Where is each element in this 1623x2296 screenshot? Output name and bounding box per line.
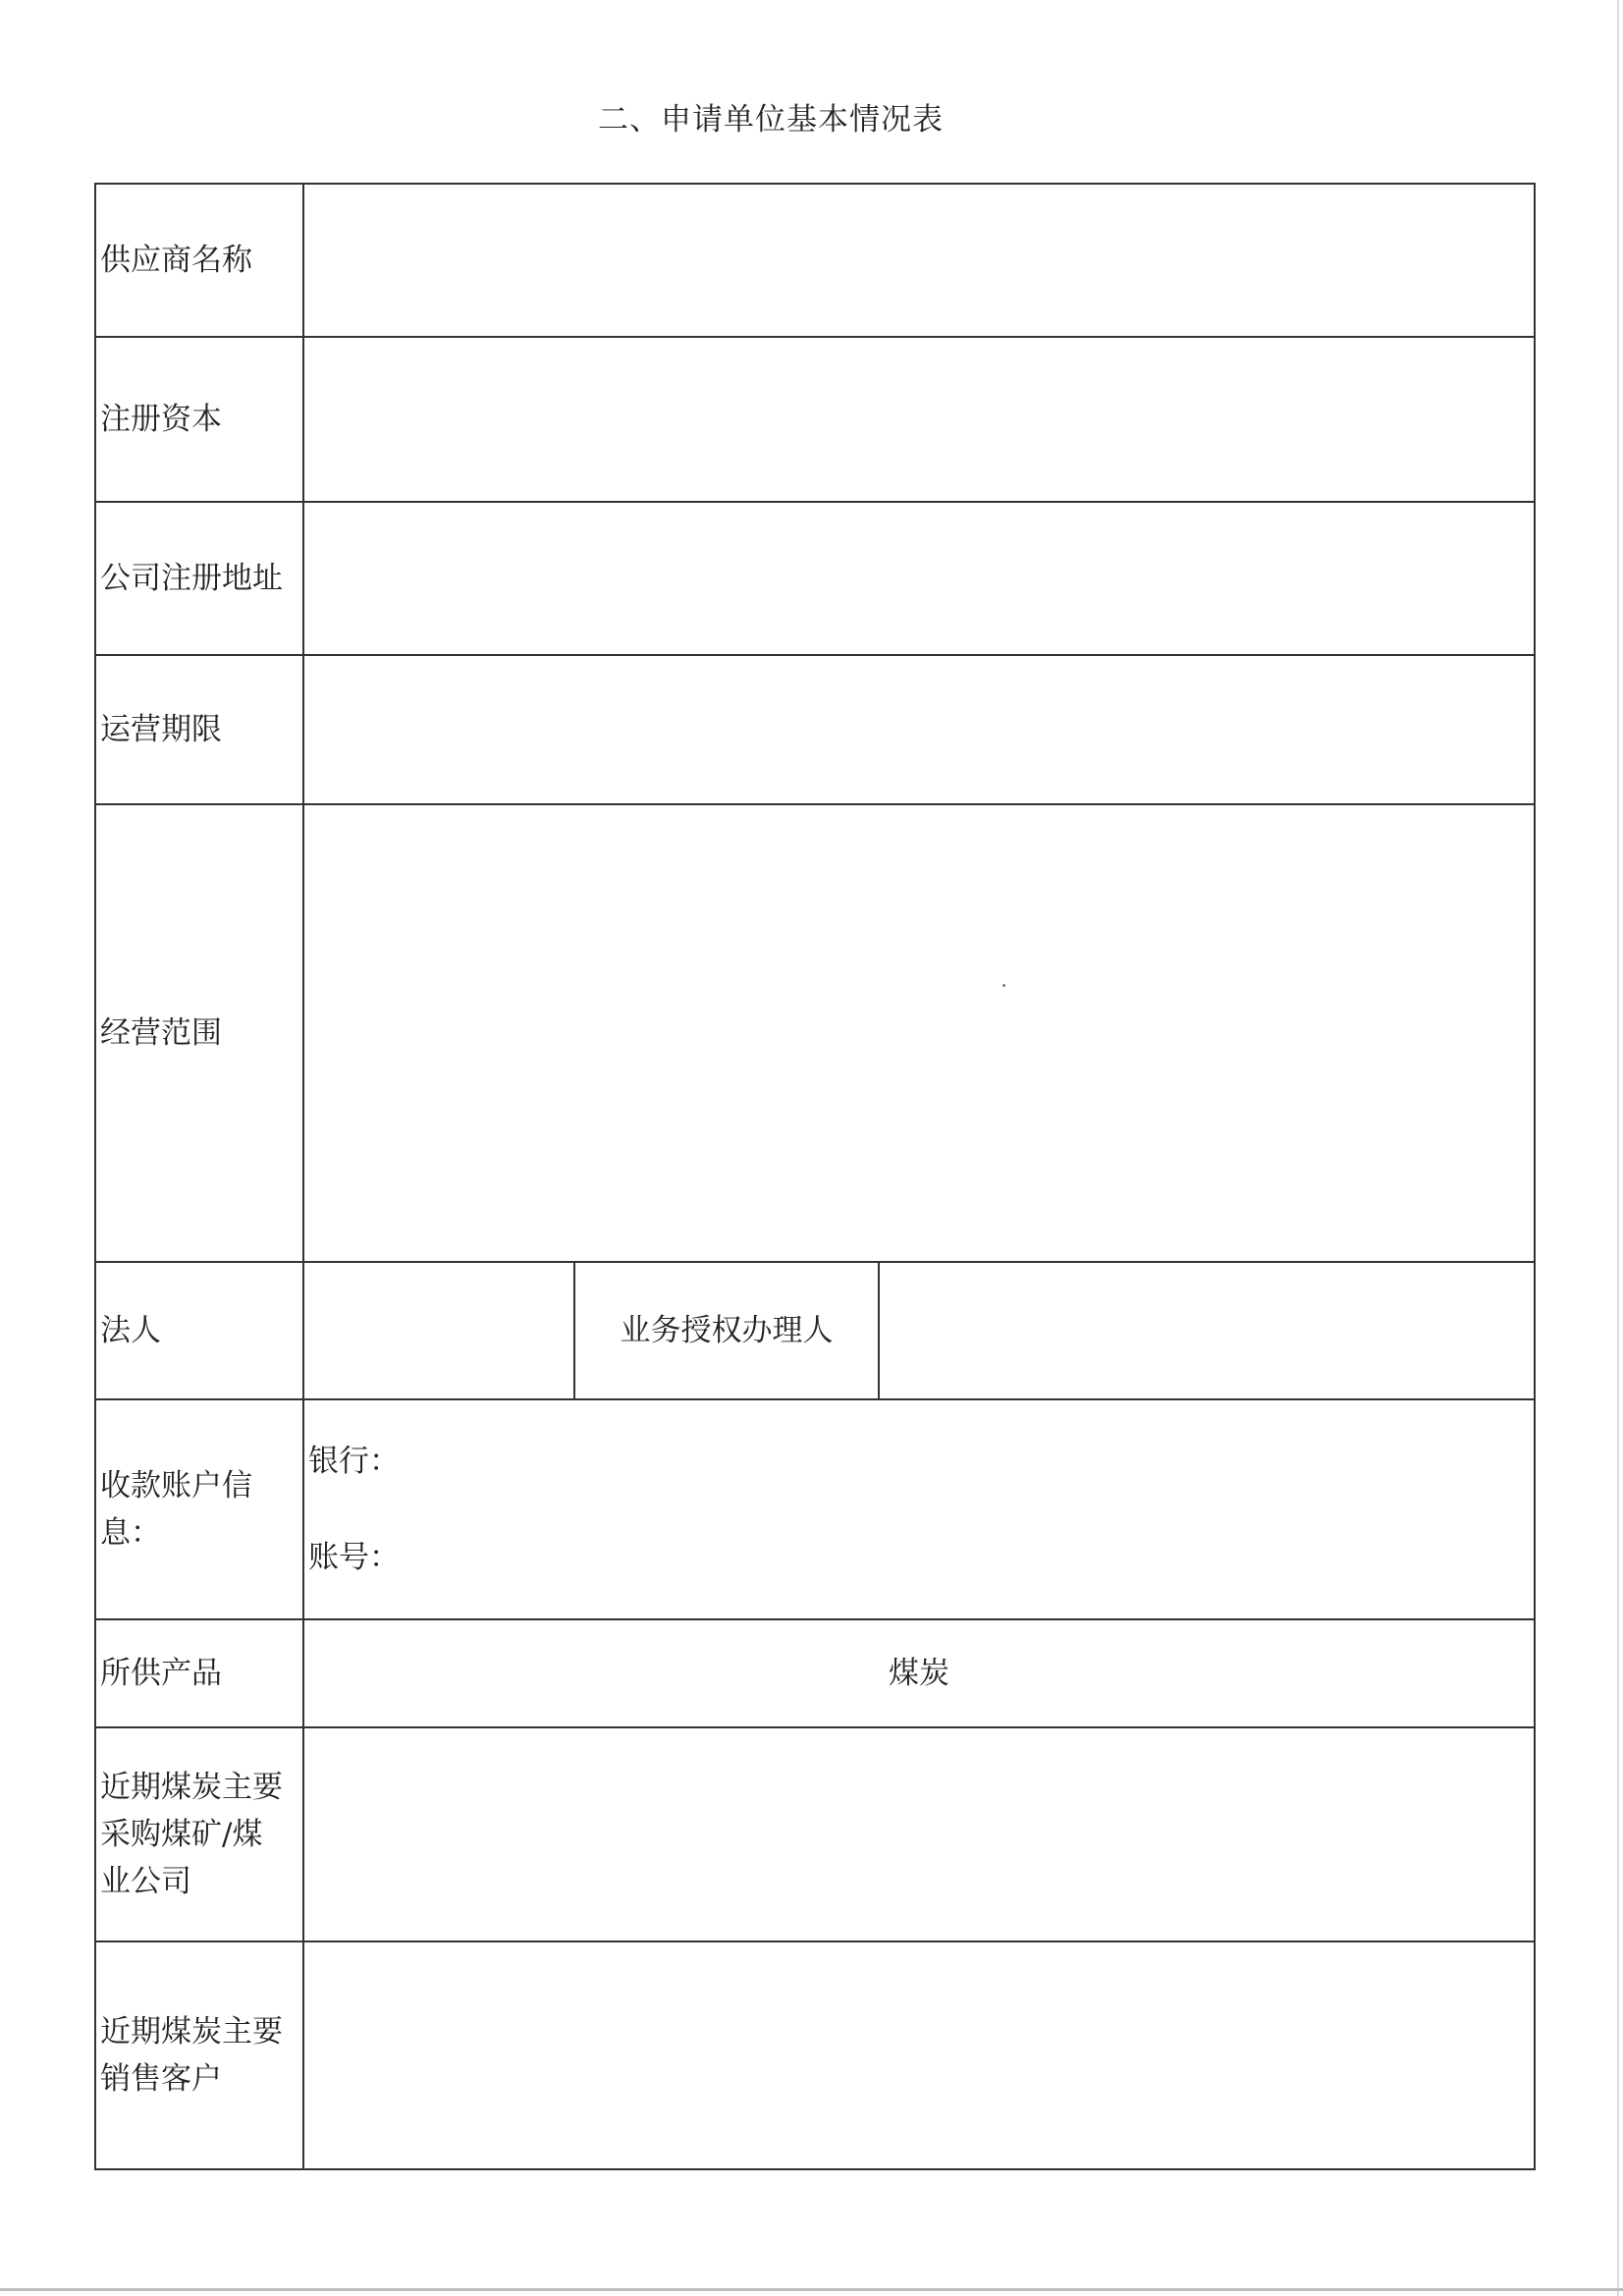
business-scope-field[interactable]	[303, 804, 1535, 1262]
operating-period-label: 运营期限	[95, 655, 303, 804]
business-scope-label: 经营范围	[95, 804, 303, 1262]
coal-purchase-sources-label	[95, 1727, 303, 1941]
registered-capital-label: 注册资本	[95, 337, 303, 502]
legal-person-label: 法人	[95, 1262, 303, 1399]
registered-address-label: 公司注册地址	[95, 502, 303, 655]
coal-purchase-sources-field[interactable]	[303, 1727, 1535, 1941]
coal-purchase-label-line-2: 采购煤矿/煤	[100, 1816, 263, 1852]
account-number-label: 账号：	[308, 1540, 400, 1575]
coal-sales-customers-label	[95, 1941, 303, 2169]
page-bottom-edge	[0, 2288, 1623, 2291]
supplier-name-field[interactable]	[303, 184, 1535, 337]
bank-account-label	[95, 1399, 303, 1619]
coal-purchase-label-line-1: 近期煤炭主要	[100, 1769, 283, 1805]
page-right-edge	[1617, 0, 1619, 2296]
row-registered-capital	[95, 337, 1535, 502]
row-coal-purchase-sources	[95, 1727, 1535, 1941]
supplier-name-label: 供应商名称	[95, 184, 303, 337]
page-title: 二、申请单位基本情况表	[598, 102, 944, 137]
legal-person-field[interactable]	[303, 1262, 574, 1399]
operating-period-field[interactable]	[303, 655, 1535, 804]
row-operating-period	[95, 655, 1535, 804]
registered-capital-field[interactable]	[303, 337, 1535, 502]
row-supplier-name	[95, 184, 1535, 337]
coal-sales-label-line-1: 近期煤炭主要	[100, 2013, 283, 2050]
authorized-agent-label: 业务授权办理人	[574, 1262, 879, 1399]
application-info-table	[94, 183, 1536, 2170]
bank-account-field[interactable]	[303, 1399, 1535, 1619]
bank-account-label-line-1: 收款账户信	[100, 1467, 252, 1503]
row-registered-address	[95, 502, 1535, 655]
coal-purchase-label-line-3: 业公司	[100, 1864, 191, 1900]
products-label: 所供产品	[95, 1619, 303, 1727]
products-value[interactable]: 煤炭	[303, 1619, 1535, 1727]
bank-account-label-line-2: 息：	[100, 1515, 161, 1551]
row-business-scope	[95, 804, 1535, 1262]
row-coal-sales-customers	[95, 1941, 1535, 2169]
row-bank-account	[95, 1399, 1535, 1619]
row-legal-person	[95, 1262, 1535, 1399]
coal-sales-customers-field[interactable]	[303, 1941, 1535, 2169]
registered-address-field[interactable]	[303, 502, 1535, 655]
authorized-agent-field[interactable]	[879, 1262, 1535, 1399]
scan-speck	[1002, 984, 1005, 987]
row-products	[95, 1619, 1535, 1727]
coal-sales-label-line-2: 销售客户	[100, 2061, 222, 2097]
bank-name-label: 银行：	[308, 1443, 400, 1479]
